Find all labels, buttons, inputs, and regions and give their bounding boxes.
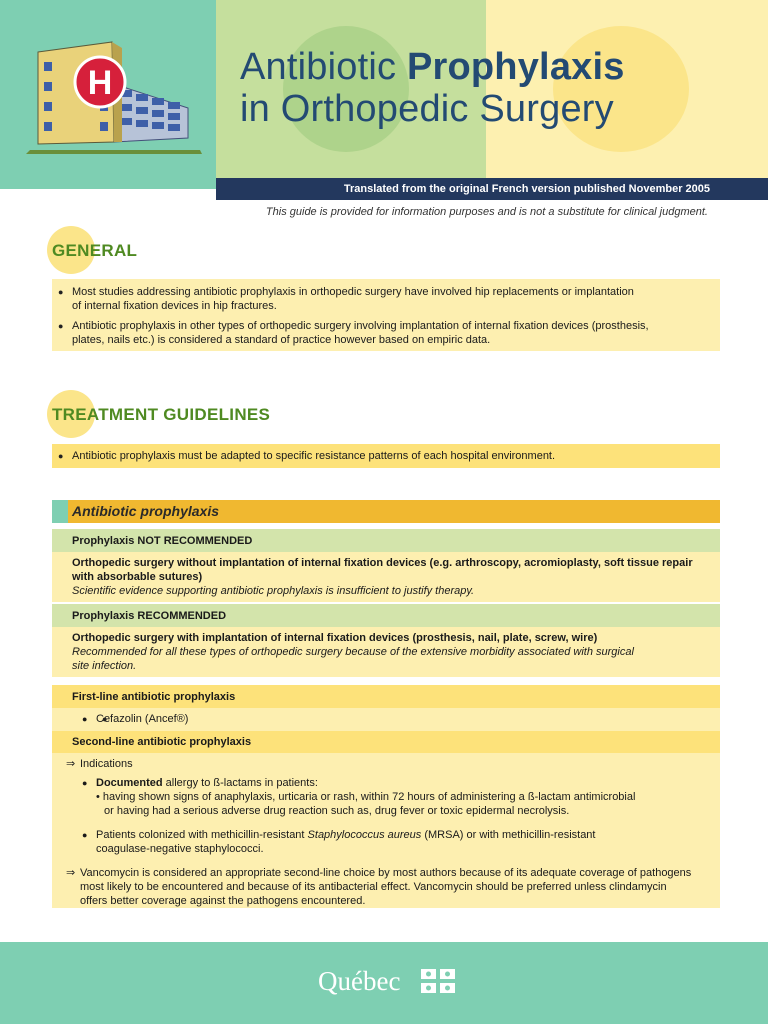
general-bullet-1: ● Most studies addressing antibiotic prophylaxis in orthopedic surgery have involved hip replacements or implantation of internal fixation devices in hip fractures. [52,285,720,313]
not-recommended-text-2: with absorbable sutures) [72,571,203,583]
not-recommended-note: Scientific evidence supporting antibiotic prophylaxis is insufficient to justify therapy. [72,585,475,597]
recommended-note-1: Recommended for all these types of orthopedic surgery because of the extensive morbidity associated with surgical [72,646,634,658]
vanco-line-1: Vancomycin is considered an appropriate second-line choice by most authors because of its adequate coverage of pathogens [80,867,692,879]
documented-sub-1: • having shown signs of anaphylaxis, urticaria or rash, within 72 hours of administering a ß-lactam antimicrobial [96,791,636,803]
hospital-letter: H [87,64,113,102]
first-line-drug: ● ● Cefazolin (Ancef®) [96,712,720,726]
indications-label: Indications [80,758,133,770]
mrsa-post: (MRSA) or with methicillin-resistant [421,829,596,841]
documented-sub-2: or having had a serious adverse drug reaction such as, drug fever or toxic epidermal necrolysis. [104,805,570,817]
recommended-box [52,627,720,677]
hospital-icon [24,38,206,156]
not-recommended-label: Prophylaxis NOT RECOMMENDED [52,529,720,552]
recommended-text: Orthopedic surgery with implantation of internal fixation devices (prosthesis, nail, plate, screw, wire) [72,632,598,644]
mrsa-line2: coagulase-negative staphylococci. [96,843,264,855]
recommended-note-2: site infection. [72,660,137,672]
prophylaxis-header [52,500,720,523]
page-title [240,46,625,130]
not-recommended-box [52,552,720,602]
bullet-icon: ● [82,830,88,840]
prophylaxis-title: Antibiotic prophylaxis [72,503,220,519]
general-box [52,279,720,351]
second-line-label: Second-line antibiotic prophylaxis [52,731,720,753]
second-line-box [52,753,720,908]
translated-note-bar: Translated from the original French version published November 2005 [216,178,768,200]
general-bullet-2: ● Antibiotic prophylaxis in other types of orthopedic surgery involving implantation of internal fixation devices (prosthesis, plates, nails etc.) is considered a standard of practice however based on empiric data. [52,319,720,347]
treatment-bullet: ● Antibiotic prophylaxis must be adapted to specific resistance patterns of each hospital environment. [52,449,720,463]
not-recommended-text-1: Orthopedic surgery without implantation of internal fixation devices (e.g. arthroscopy, acromioplasty, soft tissue repair [72,557,693,569]
vanco-line-3: offers better coverage against the pathogens encountered. [80,895,366,907]
first-line-label: First-line antibiotic prophylaxis [52,685,720,708]
treatment-heading: TREATMENT GUIDELINES [52,405,271,424]
recommended-label: Prophylaxis RECOMMENDED [52,604,720,627]
title-line1-bold: Prophylaxis [406,46,625,88]
quebec-logo-text: Québec [318,966,401,996]
arrow-icon: ⇒ [66,758,76,770]
vancomycin-item [66,866,720,908]
indications-item [66,757,720,771]
first-line-box [52,708,720,731]
prophylaxis-header-accent [52,500,68,523]
disclaimer: This guide is provided for information purposes and is not a substitute for clinical judgment. [265,206,708,218]
documented-allergy-item [80,776,720,818]
mrsa-pre: Patients colonized with methicillin-resistant [96,829,308,841]
vanco-line-2: most likely to be encountered and because of its antibacterial effect. Vancomycin should be preferred unless clindamycin [80,881,667,893]
quebec-flag-icon [421,969,455,993]
documented-rest: allergy to ß-lactams in patients: [162,777,318,789]
documented-bold: Documented [96,777,163,789]
arrow-icon: ⇒ [66,867,76,879]
title-line1-normal: Antibiotic [240,46,407,88]
mrsa-item [80,828,720,856]
general-heading: GENERAL [52,241,138,260]
mrsa-italic: Staphylococcus aureus [307,829,422,841]
title-line2: in Orthopedic Surgery [240,88,614,130]
treatment-box [52,444,720,468]
bullet-icon: ● [82,778,88,788]
